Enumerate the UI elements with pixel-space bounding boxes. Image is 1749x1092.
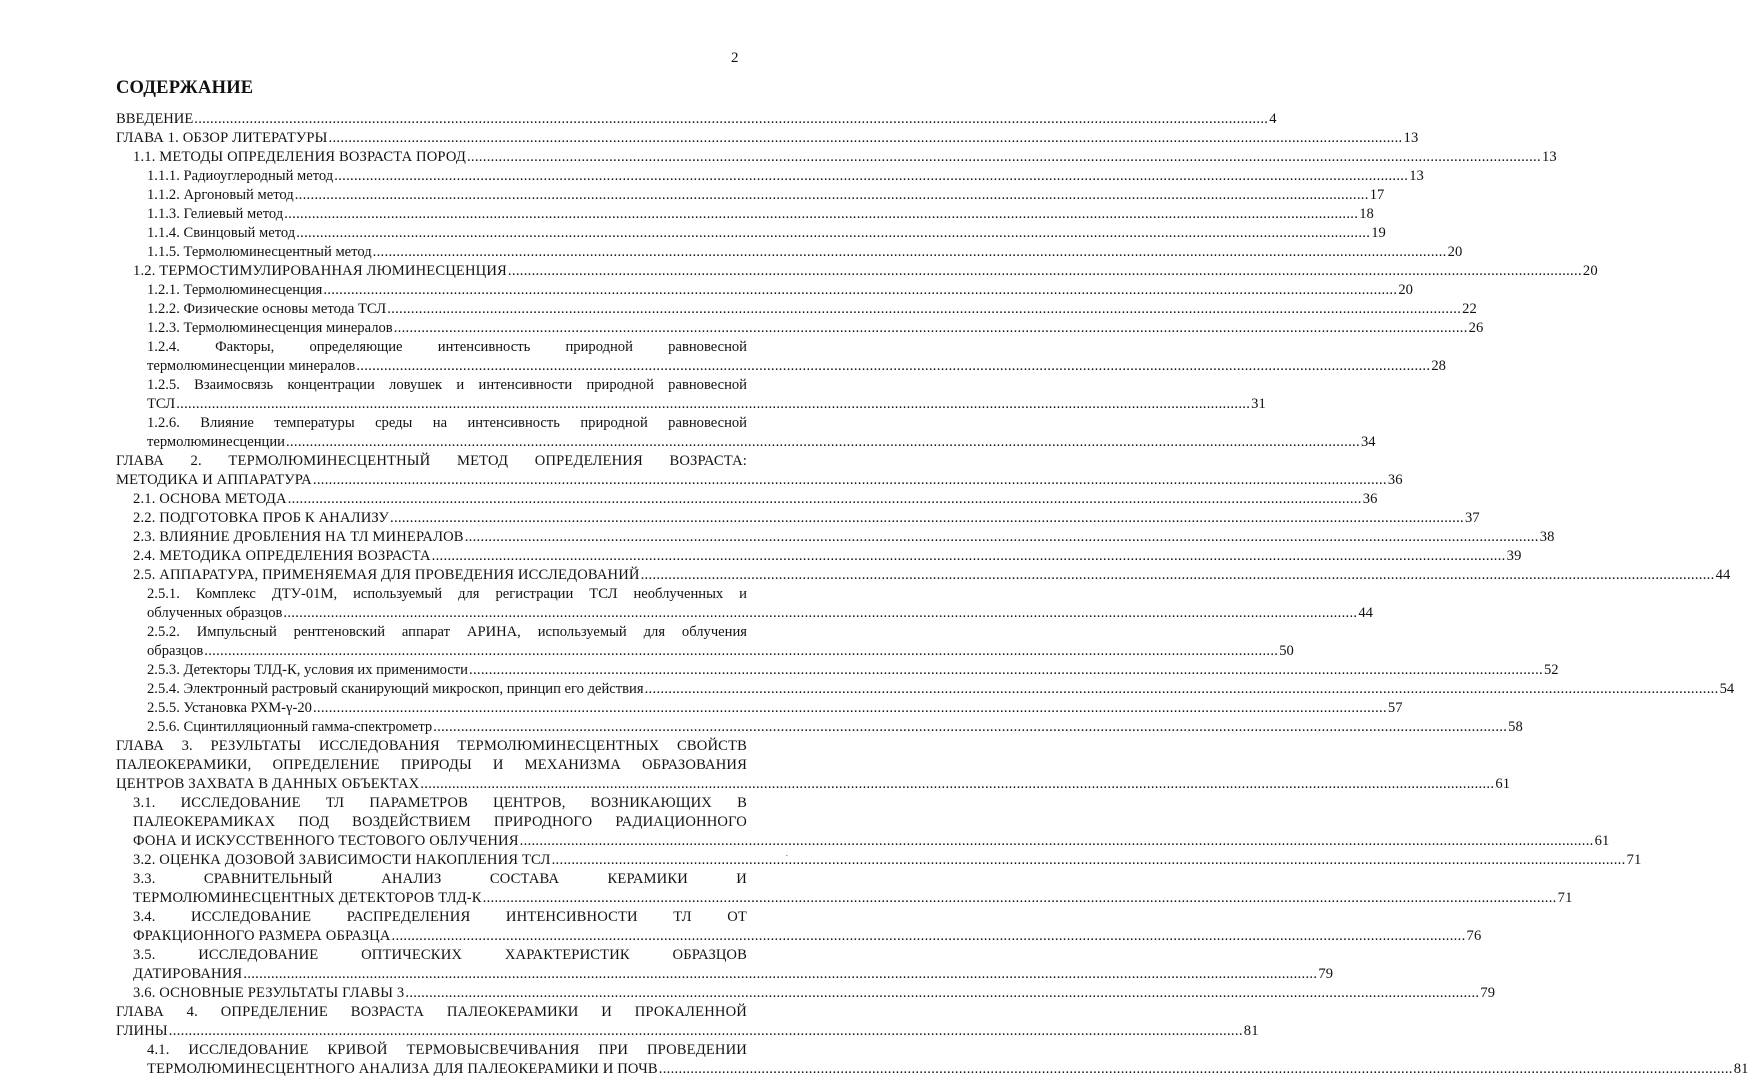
toc-entry-2-2[interactable]: 2.2. ПОДГОТОВКА ПРОБ К АНАЛИЗУ ..... 37 xyxy=(133,509,747,528)
toc-entry-1-2-1[interactable]: 1.2.1. Термолюминесценция ..... 20 xyxy=(147,281,747,300)
scan-speck: · xyxy=(785,850,789,862)
toc-entry-1-1[interactable]: 1.1. МЕТОДЫ ОПРЕДЕЛЕНИЯ ВОЗРАСТА ПОРОД ..... 13 xyxy=(133,148,747,167)
toc-entry-3-5[interactable]: 3.5. ИССЛЕДОВАНИЕ ОПТИЧЕСКИХ ХАРАКТЕРИСТИК ОБРАЗЦОВ ДАТИРОВАНИЯ ..... 79 xyxy=(133,946,747,984)
toc-entry-2-5-4[interactable]: 2.5.4. Электронный растровый сканирующий микроскоп, принцип его действия ..... 54 xyxy=(147,680,747,699)
toc-entry-1-1-4[interactable]: 1.1.4. Свинцовый метод ..... 19 xyxy=(147,224,747,243)
toc-entry-3-4[interactable]: 3.4. ИССЛЕДОВАНИЕ РАСПРЕДЕЛЕНИЯ ИНТЕНСИВНОСТИ ТЛ ОТ ФРАКЦИОННОГО РАЗМЕРА ОБРАЗЦА ..... 76 xyxy=(133,908,747,946)
toc-entry-3-1[interactable]: 3.1. ИССЛЕДОВАНИЕ ТЛ ПАРАМЕТРОВ ЦЕНТРОВ, ВОЗНИКАЮЩИХ В ПАЛЕОКЕРАМИКАХ ПОД ВОЗДЕЙСТВИЕМ ПРИРОДНОГО РАДИАЦИОННОГО ФОНА И ИСКУССТВЕННОГО ТЕСТОВОГО ОБЛУЧЕНИЯ ..... 61 xyxy=(133,794,747,851)
toc-entry-chapter-2[interactable]: ГЛАВА 2. ТЕРМОЛЮМИНЕСЦЕНТНЫЙ МЕТОД ОПРЕДЕЛЕНИЯ ВОЗРАСТА: МЕТОДИКА И АППАРАТУРА ..... 36 xyxy=(116,452,747,490)
toc-entry-2-5-2[interactable]: 2.5.2. Импульсный рентгеновский аппарат АРИНА, используемый для облучения образцов ..... 50 xyxy=(147,623,747,661)
toc-entry-2-4[interactable]: 2.4. МЕТОДИКА ОПРЕДЕЛЕНИЯ ВОЗРАСТА ..... 39 xyxy=(133,547,747,566)
toc-entry-1-1-1[interactable]: 1.1.1. Радиоуглеродный метод ..... 13 xyxy=(147,167,747,186)
toc-entry-2-5-3[interactable]: 2.5.3. Детекторы ТЛД-К, условия их применимости ..... 52 xyxy=(147,661,747,680)
toc-entry-3-2[interactable]: 3.2. ОЦЕНКА ДОЗОВОЙ ЗАВИСИМОСТИ НАКОПЛЕНИЯ ТСЛ ..... 71 xyxy=(133,851,747,870)
toc-entry-3-6[interactable]: 3.6. ОСНОВНЫЕ РЕЗУЛЬТАТЫ ГЛАВЫ 3 ..... 79 xyxy=(133,984,747,1003)
toc-entry-2-5-5[interactable]: 2.5.5. Установка РХМ-γ-20 ..... 57 xyxy=(147,699,747,718)
toc-entry-1-2-2[interactable]: 1.2.2. Физические основы метода ТСЛ ..... 22 xyxy=(147,300,747,319)
toc-entry-4-1[interactable]: 4.1. ИССЛЕДОВАНИЕ КРИВОЙ ТЕРМОВЫСВЕЧИВАНИЯ ПРИ ПРОВЕДЕНИИ ТЕРМОЛЮМИНЕСЦЕНТНОГО АНАЛИЗА ДЛЯ ПАЛЕОКЕРАМИКИ И ПОЧВ ..... 81 xyxy=(147,1041,747,1079)
toc-entry-2-5-6[interactable]: 2.5.6. Сцинтилляционный гамма-спектрометр ..... 58 xyxy=(147,718,747,737)
toc-entry-2-5[interactable]: 2.5. АППАРАТУРА, ПРИМЕНЯЕМАЯ ДЛЯ ПРОВЕДЕНИЯ ИССЛЕДОВАНИЙ ..... 44 xyxy=(133,566,747,585)
toc-entry-1-2-6[interactable]: 1.2.6. Влияние температуры среды на интенсивность природной равновесной термолюминесценции ..... 34 xyxy=(147,414,747,452)
toc-entry-1-2-4[interactable]: 1.2.4. Факторы, определяющие интенсивность природной равновесной термолюминесценции минералов ..... 28 xyxy=(147,338,747,376)
toc-entry-1-1-2[interactable]: 1.1.2. Аргоновый метод ..... 17 xyxy=(147,186,747,205)
toc-entry-chapter-3[interactable]: ГЛАВА 3. РЕЗУЛЬТАТЫ ИССЛЕДОВАНИЯ ТЕРМОЛЮМИНЕСЦЕНТНЫХ СВОЙСТВ ПАЛЕОКЕРАМИКИ, ОПРЕДЕЛЕНИЕ ПРИРОДЫ И МЕХАНИЗМА ОБРАЗОВАНИЯ ЦЕНТРОВ ЗАХВАТА В ДАННЫХ ОБЪЕКТАХ ..... 61 xyxy=(116,737,747,794)
toc-entry-1-2-5[interactable]: 1.2.5. Взаимосвязь концентрации ловушек и интенсивности природной равновесной ТСЛ ..... 31 xyxy=(147,376,747,414)
page-title: СОДЕРЖАНИЕ xyxy=(116,78,254,98)
toc-entry-2-5-1[interactable]: 2.5.1. Комплекс ДТУ-01М, используемый для регистрации ТСЛ необлученных и облученных образцов ..... 44 xyxy=(147,585,747,623)
toc-entry-3-3[interactable]: 3.3. СРАВНИТЕЛЬНЫЙ АНАЛИЗ СОСТАВА КЕРАМИКИ И ТЕРМОЛЮМИНЕСЦЕНТНЫХ ДЕТЕКТОРОВ ТЛД-К ..... 71 xyxy=(133,870,747,908)
toc-entry-2-3[interactable]: 2.3. ВЛИЯНИЕ ДРОБЛЕНИЯ НА ТЛ МИНЕРАЛОВ ..... 38 xyxy=(133,528,747,547)
toc-entry-1-1-3[interactable]: 1.1.3. Гелиевый метод ..... 18 xyxy=(147,205,747,224)
page-number: 2 xyxy=(731,50,739,66)
toc-entry-chapter-1[interactable]: ГЛАВА 1. ОБЗОР ЛИТЕРАТУРЫ ..... 13 xyxy=(116,129,747,148)
toc-entry-chapter-4[interactable]: ГЛАВА 4. ОПРЕДЕЛЕНИЕ ВОЗРАСТА ПАЛЕОКЕРАМИКИ И ПРОКАЛЕННОЙ ГЛИНЫ ..... 81 xyxy=(116,1003,747,1041)
toc-entry-intro[interactable]: ВВЕДЕНИЕ ..... 4 xyxy=(116,110,747,129)
toc-entry-2-1[interactable]: 2.1. ОСНОВА МЕТОДА ..... 36 xyxy=(133,490,747,509)
toc-entry-1-2[interactable]: 1.2. ТЕРМОСТИМУЛИРОВАННАЯ ЛЮМИНЕСЦЕНЦИЯ ..... 20 xyxy=(133,262,747,281)
toc-entry-1-2-3[interactable]: 1.2.3. Термолюминесценция минералов ..... 26 xyxy=(147,319,747,338)
toc-entry-1-1-5[interactable]: 1.1.5. Термолюминесцентный метод ..... 20 xyxy=(147,243,747,262)
